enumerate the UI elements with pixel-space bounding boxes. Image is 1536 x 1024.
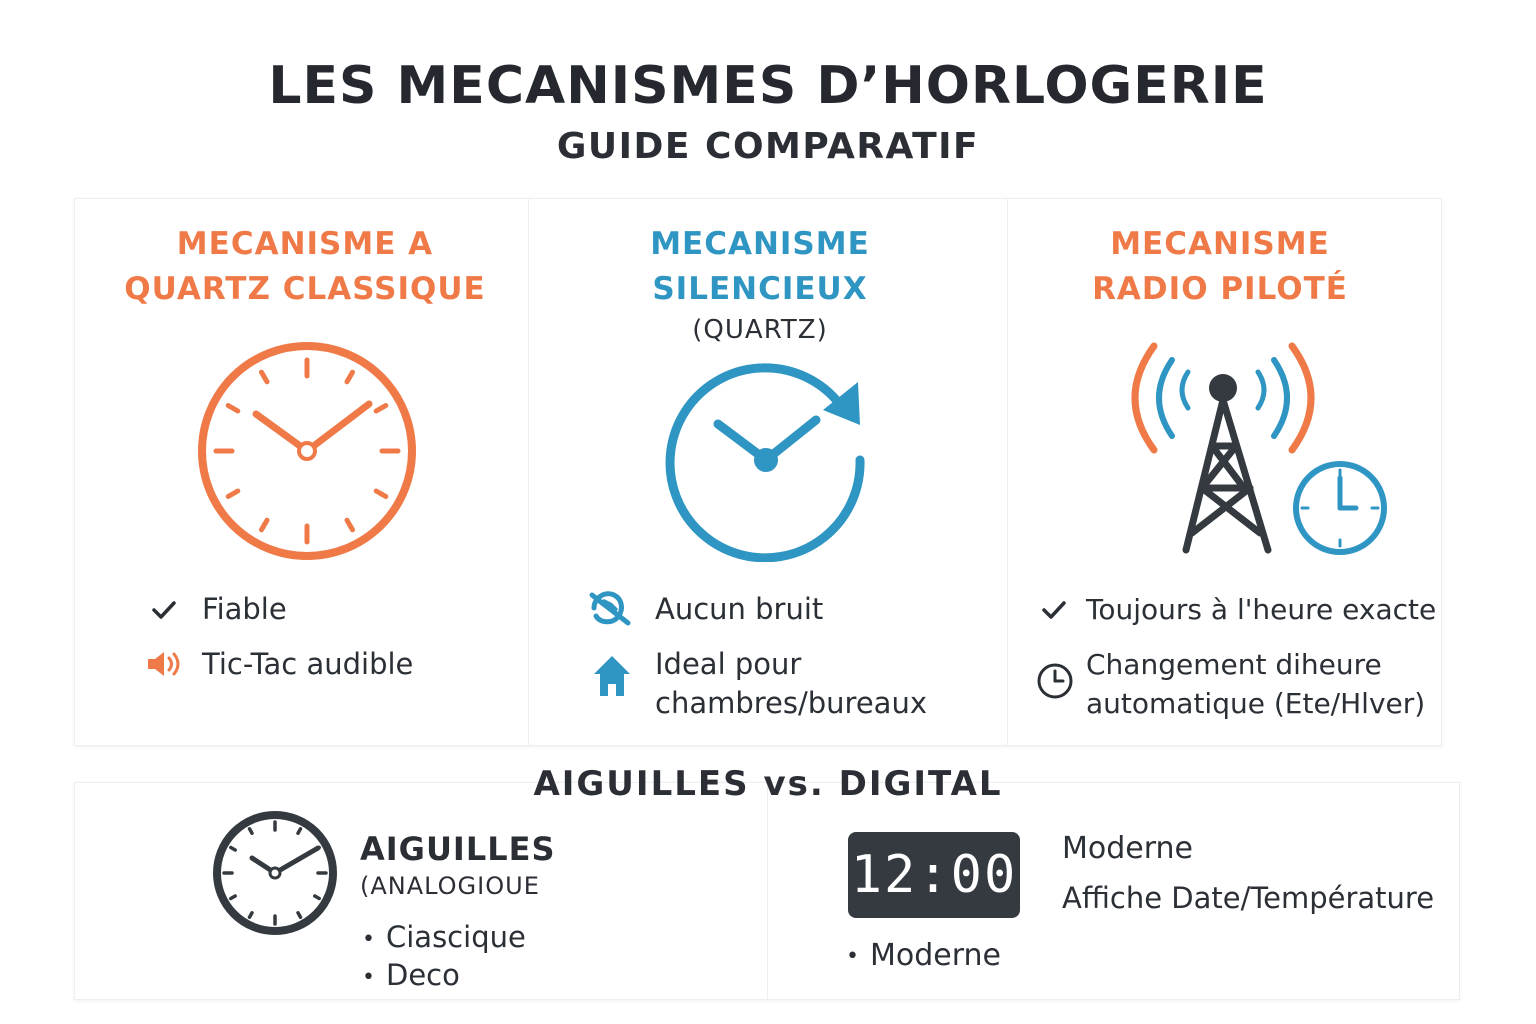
feature-text: Fiable	[202, 592, 287, 626]
rotating-clock-icon	[660, 350, 880, 566]
column-divider	[528, 199, 529, 745]
analog-title: AIGUILLES	[360, 830, 556, 868]
mute-icon	[588, 589, 634, 631]
feature-text: Aucun bruit	[655, 592, 824, 626]
analog-clock-icon	[210, 808, 340, 942]
column-divider	[767, 783, 768, 999]
feature-text: Toujours à l'heure exacte	[1086, 593, 1437, 626]
mechanism-title-quartz: MECANISME A QUARTZ CLASSIQUE	[124, 226, 486, 307]
comparison-title: AIGUILLES vs. DIGITAL	[533, 764, 1003, 804]
feature-text: Ideal pour chambres/bureaux	[655, 647, 927, 720]
list-item: • Ciascique	[362, 920, 526, 954]
wall-clock-icon	[194, 338, 420, 568]
page-subtitle: GUIDE COMPARATIF	[556, 126, 980, 167]
column-divider	[1007, 199, 1008, 745]
analog-subtitle: (ANALOGIOUE	[360, 872, 540, 900]
list-item: • Deco	[362, 958, 460, 992]
check-icon	[1040, 596, 1068, 628]
list-item: • Moderne	[846, 938, 1002, 973]
speaker-icon	[146, 649, 184, 683]
digital-time: 12:00	[850, 845, 1018, 905]
digital-feature: Affiche Date/Température	[1062, 881, 1435, 915]
feature-text: Changement diheure automatique (Ete/Hlver)	[1086, 648, 1426, 720]
feature-text: Tic-Tac audible	[202, 647, 414, 681]
home-icon	[592, 654, 632, 702]
digital-clock-display	[848, 832, 1020, 918]
digital-feature: Moderne	[1062, 831, 1194, 866]
page-title: LES MECANISMES D’HORLOGERIE	[268, 56, 1268, 116]
mechanism-title-radio: MECANISME RADIO PILOTÉ	[1092, 226, 1348, 307]
radio-tower-clock-icon	[1120, 338, 1400, 562]
mechanism-title-silent: MECANISME SILENCIEUX (QUARTZ)	[650, 226, 870, 345]
check-icon	[150, 596, 178, 628]
clock-icon	[1036, 662, 1074, 704]
